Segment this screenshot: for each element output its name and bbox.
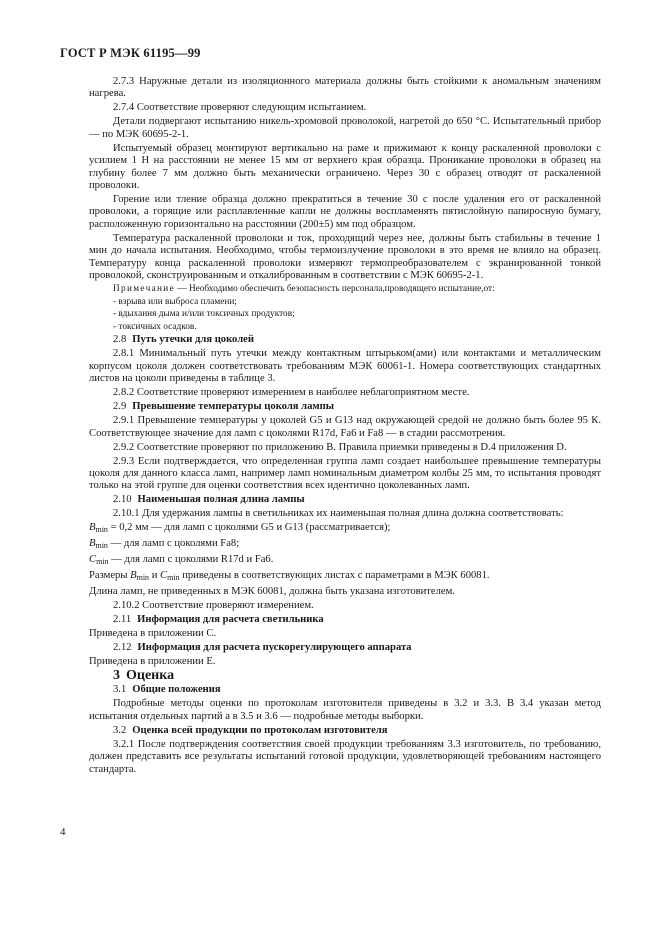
clause-2-9-3: 2.9.3 Если подтверждается, что определенная группа ламп создает наибольшее превышение температуры цоколя для данного класса ламп, например ламп номинальным диаметром колбы 25 мм, то испытания проводят только на этой группе для оценки соответствия всех идентично цоколеванных ламп.: [89, 455, 601, 492]
note-label: Примечание: [113, 284, 175, 295]
clause-3-1-text: Подробные методы оценки по протоколам изготовителя приведены в 3.2 и 3.3. В 3.4 указан метод испытания отдельных партий а в 3.5 и 3.6 — подробные методы выборки.: [89, 698, 601, 722]
document-header: ГОСТ Р МЭК 61195—99: [60, 46, 201, 60]
heading-2-8: 2.8 Путь утечки для цоколей: [113, 334, 254, 346]
page-number: 4: [60, 826, 66, 838]
length-bmin-line: $B_{min} = 0,2$ мм — для ламп с цоколями G5 и G13 (рассматривается);: [89, 522, 391, 535]
lengths-note: Длина ламп, не приведенных в МЭК 60081, должна быть указана изготовителем.: [89, 586, 455, 598]
heading-3-1: 3.1 Общие положения: [113, 684, 221, 696]
clause-2-9-1: 2.9.1 Превышение температуры у цоколей G5 и G13 над окружающей средой не должно быть более 95 К. Соответствующее значение для ламп с цоколями R17d, Fa6 и Fa8 — в стадии рассмотрения.: [89, 415, 601, 439]
heading-2-10: 2.10 Наименьшая полная длина лампы: [113, 494, 305, 506]
length-bmin-fa8-line: $B_{min}$ — для ламп с цоколями Fa8;: [89, 538, 240, 551]
note-lead-line: [89, 284, 601, 295]
heading-2-12: 2.12 Информация для расчета пускорегулирующего аппарата: [113, 642, 412, 654]
clause-2-8-1: 2.8.1 Минимальный путь утечки между контактным штырьком(ами) или контактами и металлическим корпусом цоколя должен соответствовать требованиям МЭК 60061-1. Номера соответствующих стандартных листов на цоколи приведены в таблице 3.: [89, 348, 601, 385]
clause-2-9-2: 2.9.2 Соответствие проверяют по приложению В. Правила приемки приведены в D.4 приложения D.: [113, 441, 567, 453]
clause-2-11-text: Приведена в приложении С.: [89, 628, 217, 640]
length-cmin-line: $C_{min}$ — для ламп с цоколями R17d и Fa6.: [89, 554, 274, 567]
clause-2-10-1: 2.10.1 Для удержания лампы в светильниках их наименьшая полная длина должна соответствовать:: [113, 508, 564, 520]
document-body: [89, 76, 601, 776]
section-3-title: 3 Оценка: [113, 668, 175, 684]
clause-2-7-4: 2.7.4 Соответствие проверяют следующим испытанием.: [113, 102, 367, 114]
heading-2-11: 2.11 Информация для расчета светильника: [113, 614, 324, 626]
paragraph-burning: Горение или тление образца должно прекратиться в течение 30 с после удаления его от раскаленной проволоки, а горящие или расплавленные капли не должны воспламенять пятислойную папиросную бумагу, расположенную горизонтально на расстоянии (200±5) мм под образцом.: [89, 194, 601, 230]
heading-2-9: 2.9 Превышение температуры цоколя лампы: [113, 401, 334, 413]
paragraph-sample-mounting: Испытуемый образец монтируют вертикально на раме и прижимают к концу раскаленной проволоки с усилием 1 Н на расстоянии не менее 15 мм от верхнего края образца. Проникание проволоки в образец на глубину более 7 мм должно быть механически ограничено. Через 30 с образец отводят от раскаленной проволоки.: [89, 142, 601, 192]
clause-2-10-2: 2.10.2 Соответствие проверяют измерением.: [113, 600, 314, 612]
note-item: - взрыва или выброса пламени;: [113, 296, 237, 307]
note-block: [89, 284, 601, 333]
note-text: — Необходимо обеспечить безопасность персонала,проводящего испытание,от:: [175, 284, 495, 295]
clause-3-2-1: 3.2.1 После подтверждения соответствия своей продукции требованиям 3.3 изготовитель, по требованию, должен представить все результаты испытаний готовой продукции, удовлетворяющей требованиям настоящего стандарта.: [89, 738, 601, 775]
paragraph-temperature: Температура раскаленной проволоки и ток, проходящий через нее, должны быть стабильны в течение 1 мин до начала испытания. Необходимо, чтобы термоизлучение проволоки в это время не влияло на образец. Температуру конца раскаленной проволоки измеряют термопреобразователем с экранированной тонкой проволокой, сконструированным и откалиброванным в соответствии с МЭК 60695-2-1.: [89, 232, 601, 282]
clause-2-12-text: Приведена в приложении Е.: [89, 656, 216, 668]
note-item: - вдыхания дыма и/или токсичных продуктов;: [113, 309, 295, 320]
sizes-reference: Размеры $B_{min}$ и $C_{min}$ приведены в соответствующих листах с параметрами в МЭК 60081.: [89, 570, 490, 583]
clause-2-7-3: 2.7.3 Наружные детали из изоляционного материала должны быть стойкими к аномальным значениям нагрева.: [89, 76, 601, 100]
paragraph-wire-test: Детали подвергают испытанию никель-хромовой проволокой, нагретой до 650 °С. Испытательный прибор — по МЭК 60695-2-1.: [89, 116, 601, 140]
heading-3-2: 3.2 Оценка всей продукции по протоколам изготовителя: [113, 724, 388, 736]
note-item: - токсичных осадков.: [113, 321, 197, 332]
clause-2-8-2: 2.8.2 Соответствие проверяют измерением в наиболее неблагоприятном месте.: [113, 387, 470, 399]
